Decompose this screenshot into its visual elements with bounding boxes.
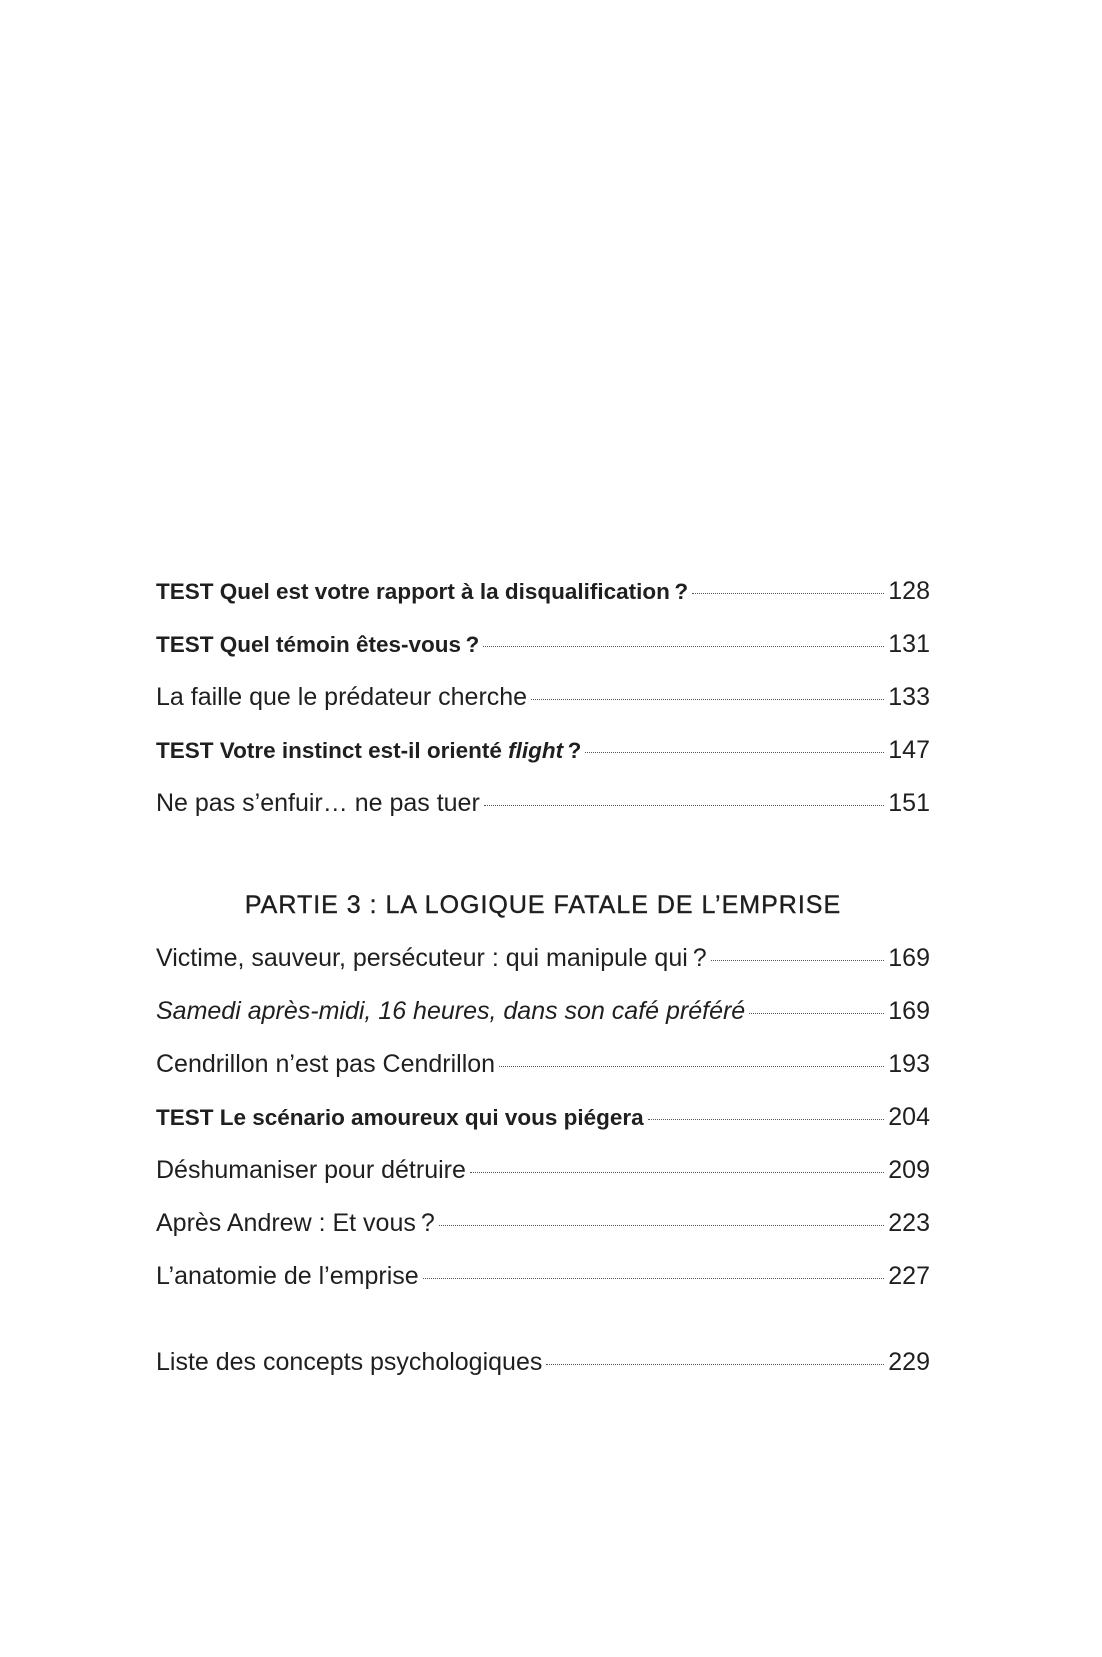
toc-entry-page: 128 [888,577,930,605]
toc-entry-page: 223 [888,1209,930,1237]
toc-entry-page: 133 [888,683,930,711]
toc-entry [156,994,930,1028]
toc-entry-page: 151 [888,789,930,817]
toc-entry-page: 229 [888,1348,930,1376]
toc-entry [156,733,930,768]
toc-entry-page: 147 [888,736,930,764]
toc-entry-title: La faille que le prédateur cherche [156,683,528,711]
toc-entry-title: TEST Le scénario amoureux qui vous piégera [156,1105,644,1130]
dot-leader [531,699,884,700]
toc-entry [156,627,930,662]
toc-entry-title: TEST Quel témoin êtes-vous ? [156,632,480,657]
dot-leader [423,1278,885,1279]
toc-entry-title-part: ? [563,738,582,763]
toc-entry-page: 169 [888,997,930,1025]
toc-entry-page: 209 [888,1156,930,1184]
toc-entry [156,1153,930,1187]
toc-entry-page: 227 [888,1262,930,1290]
dot-leader [749,1013,884,1014]
toc-entry-title: Liste des concepts psychologiques [156,1348,543,1376]
toc-entry [156,574,930,609]
toc-entry-page: 169 [888,944,930,972]
toc-entry [156,1100,930,1135]
toc-entry-title: Déshumaniser pour détruire [156,1156,466,1184]
toc-entry [156,786,930,820]
toc-entry-title: Samedi après-midi, 16 heures, dans son café préféré [156,997,746,1025]
toc-entry-title-italic: flight [508,738,564,763]
dot-leader [439,1225,885,1226]
dot-leader [483,646,884,647]
toc-entry [156,1259,930,1293]
dot-leader [546,1364,884,1365]
dot-leader [484,805,885,806]
toc-entry-page: 193 [888,1050,930,1078]
toc-entry-title: Après Andrew : Et vous ? [156,1209,435,1237]
dot-leader [711,960,885,961]
toc-entry-title: TEST Quel est votre rapport à la disqualification ? [156,579,689,604]
toc-entry [156,1345,930,1379]
dot-leader [648,1119,885,1120]
dot-leader [499,1066,884,1067]
toc-entry [156,680,930,714]
part-heading: PARTIE 3 : LA LOGIQUE FATALE DE L’EMPRISE [244,891,842,919]
toc-entry-page: 131 [888,630,930,658]
dot-leader [692,593,884,594]
toc-entry [156,1047,930,1081]
dot-leader [470,1172,884,1173]
toc-entry-title: L’anatomie de l’emprise [156,1262,419,1290]
toc-entry-page: 204 [888,1103,930,1131]
toc-entry-title [156,734,581,768]
toc-entry-title: Victime, sauveur, persécuteur : qui manipule qui ? [156,944,707,972]
toc-entry-title: Cendrillon n’est pas Cendrillon [156,1050,496,1078]
toc-entry-title: Ne pas s’enfuir… ne pas tuer [156,789,480,817]
toc-entry-title-part: TEST Votre instinct est-il orienté [156,738,509,763]
dot-leader [585,752,884,753]
toc-entry [156,1206,930,1240]
table-of-contents [156,0,930,1657]
toc-entry [156,941,930,975]
